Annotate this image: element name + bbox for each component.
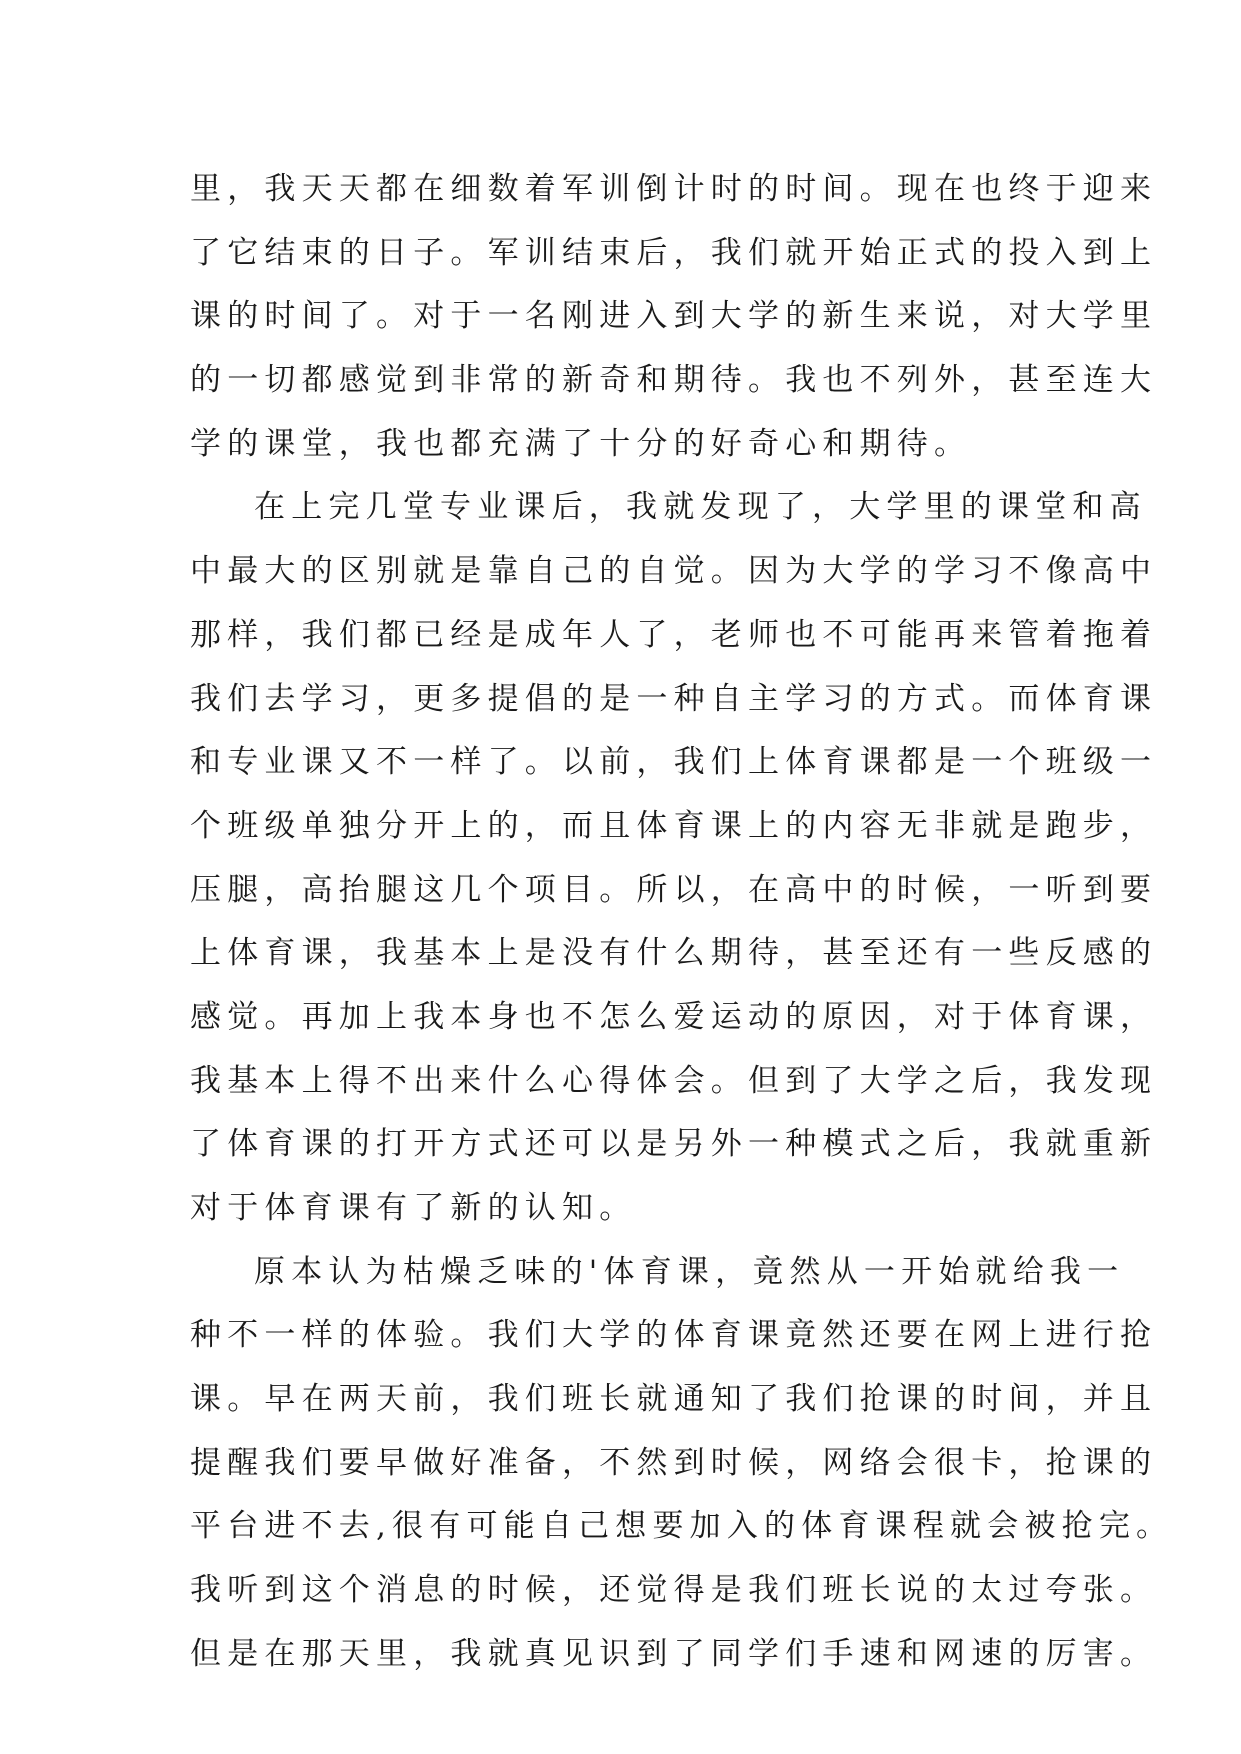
text-line: 在上完几堂专业课后，我就发现了，大学里的课堂和高	[254, 489, 1147, 526]
text-line: 学的课堂，我也都充满了十分的好奇心和期待。	[190, 425, 972, 462]
text-line: 课。早在两天前，我们班长就通知了我们抢课的时间，并且	[190, 1381, 1158, 1418]
text-line: 上体育课，我基本上是没有什么期待，甚至还有一些反感的	[190, 935, 1158, 972]
text-line: 个班级单独分开上的，而且体育课上的内容无非就是跑步，	[190, 807, 1158, 844]
text-line: 平台进不去,很有可能自己想要加入的体育课程就会被抢完。	[190, 1508, 1174, 1545]
text-line: 但是在那天里，我就真见识到了同学们手速和网速的厉害。	[190, 1635, 1158, 1672]
text-line: 了体育课的打开方式还可以是另外一种模式之后，我就重新	[190, 1126, 1158, 1163]
text-line: 我基本上得不出来什么心得体会。但到了大学之后，我发现	[190, 1062, 1158, 1099]
text-line: 和专业课又不一样了。以前，我们上体育课都是一个班级一	[190, 744, 1158, 781]
text-line: 了它结束的日子。军训结束后，我们就开始正式的投入到上	[190, 234, 1158, 271]
text-line: 我们去学习，更多提倡的是一种自主学习的方式。而体育课	[190, 680, 1158, 717]
text-line: 那样，我们都已经是成年人了，老师也不可能再来管着拖着	[190, 616, 1158, 653]
text-line: 提醒我们要早做好准备，不然到时候，网络会很卡，抢课的	[190, 1444, 1158, 1481]
text-line: 种不一样的体验。我们大学的体育课竟然还要在网上进行抢	[190, 1317, 1158, 1354]
text-line: 课的时间了。对于一名刚进入到大学的新生来说，对大学里	[190, 298, 1158, 335]
body-text	[190, 158, 1174, 1687]
text-line: 压腿，高抬腿这几个项目。所以，在高中的时候，一听到要	[190, 871, 1158, 908]
text-line: 的一切都感觉到非常的新奇和期待。我也不列外，甚至连大	[190, 362, 1158, 399]
text-line: 感觉。再加上我本身也不怎么爱运动的原因，对于体育课，	[190, 998, 1158, 1035]
text-line: 对于体育课有了新的认知。	[190, 1190, 637, 1226]
text-line: 原本认为枯燥乏味的'体育课，竟然从一开始就给我一	[254, 1253, 1125, 1290]
text-line: 中最大的区别就是靠自己的自觉。因为大学的学习不像高中	[190, 553, 1158, 590]
text-line: 里，我天天都在细数着军训倒计时的时间。现在也终于迎来	[190, 171, 1158, 207]
text-line: 我听到这个消息的时候，还觉得是我们班长说的太过夸张。	[190, 1572, 1158, 1609]
